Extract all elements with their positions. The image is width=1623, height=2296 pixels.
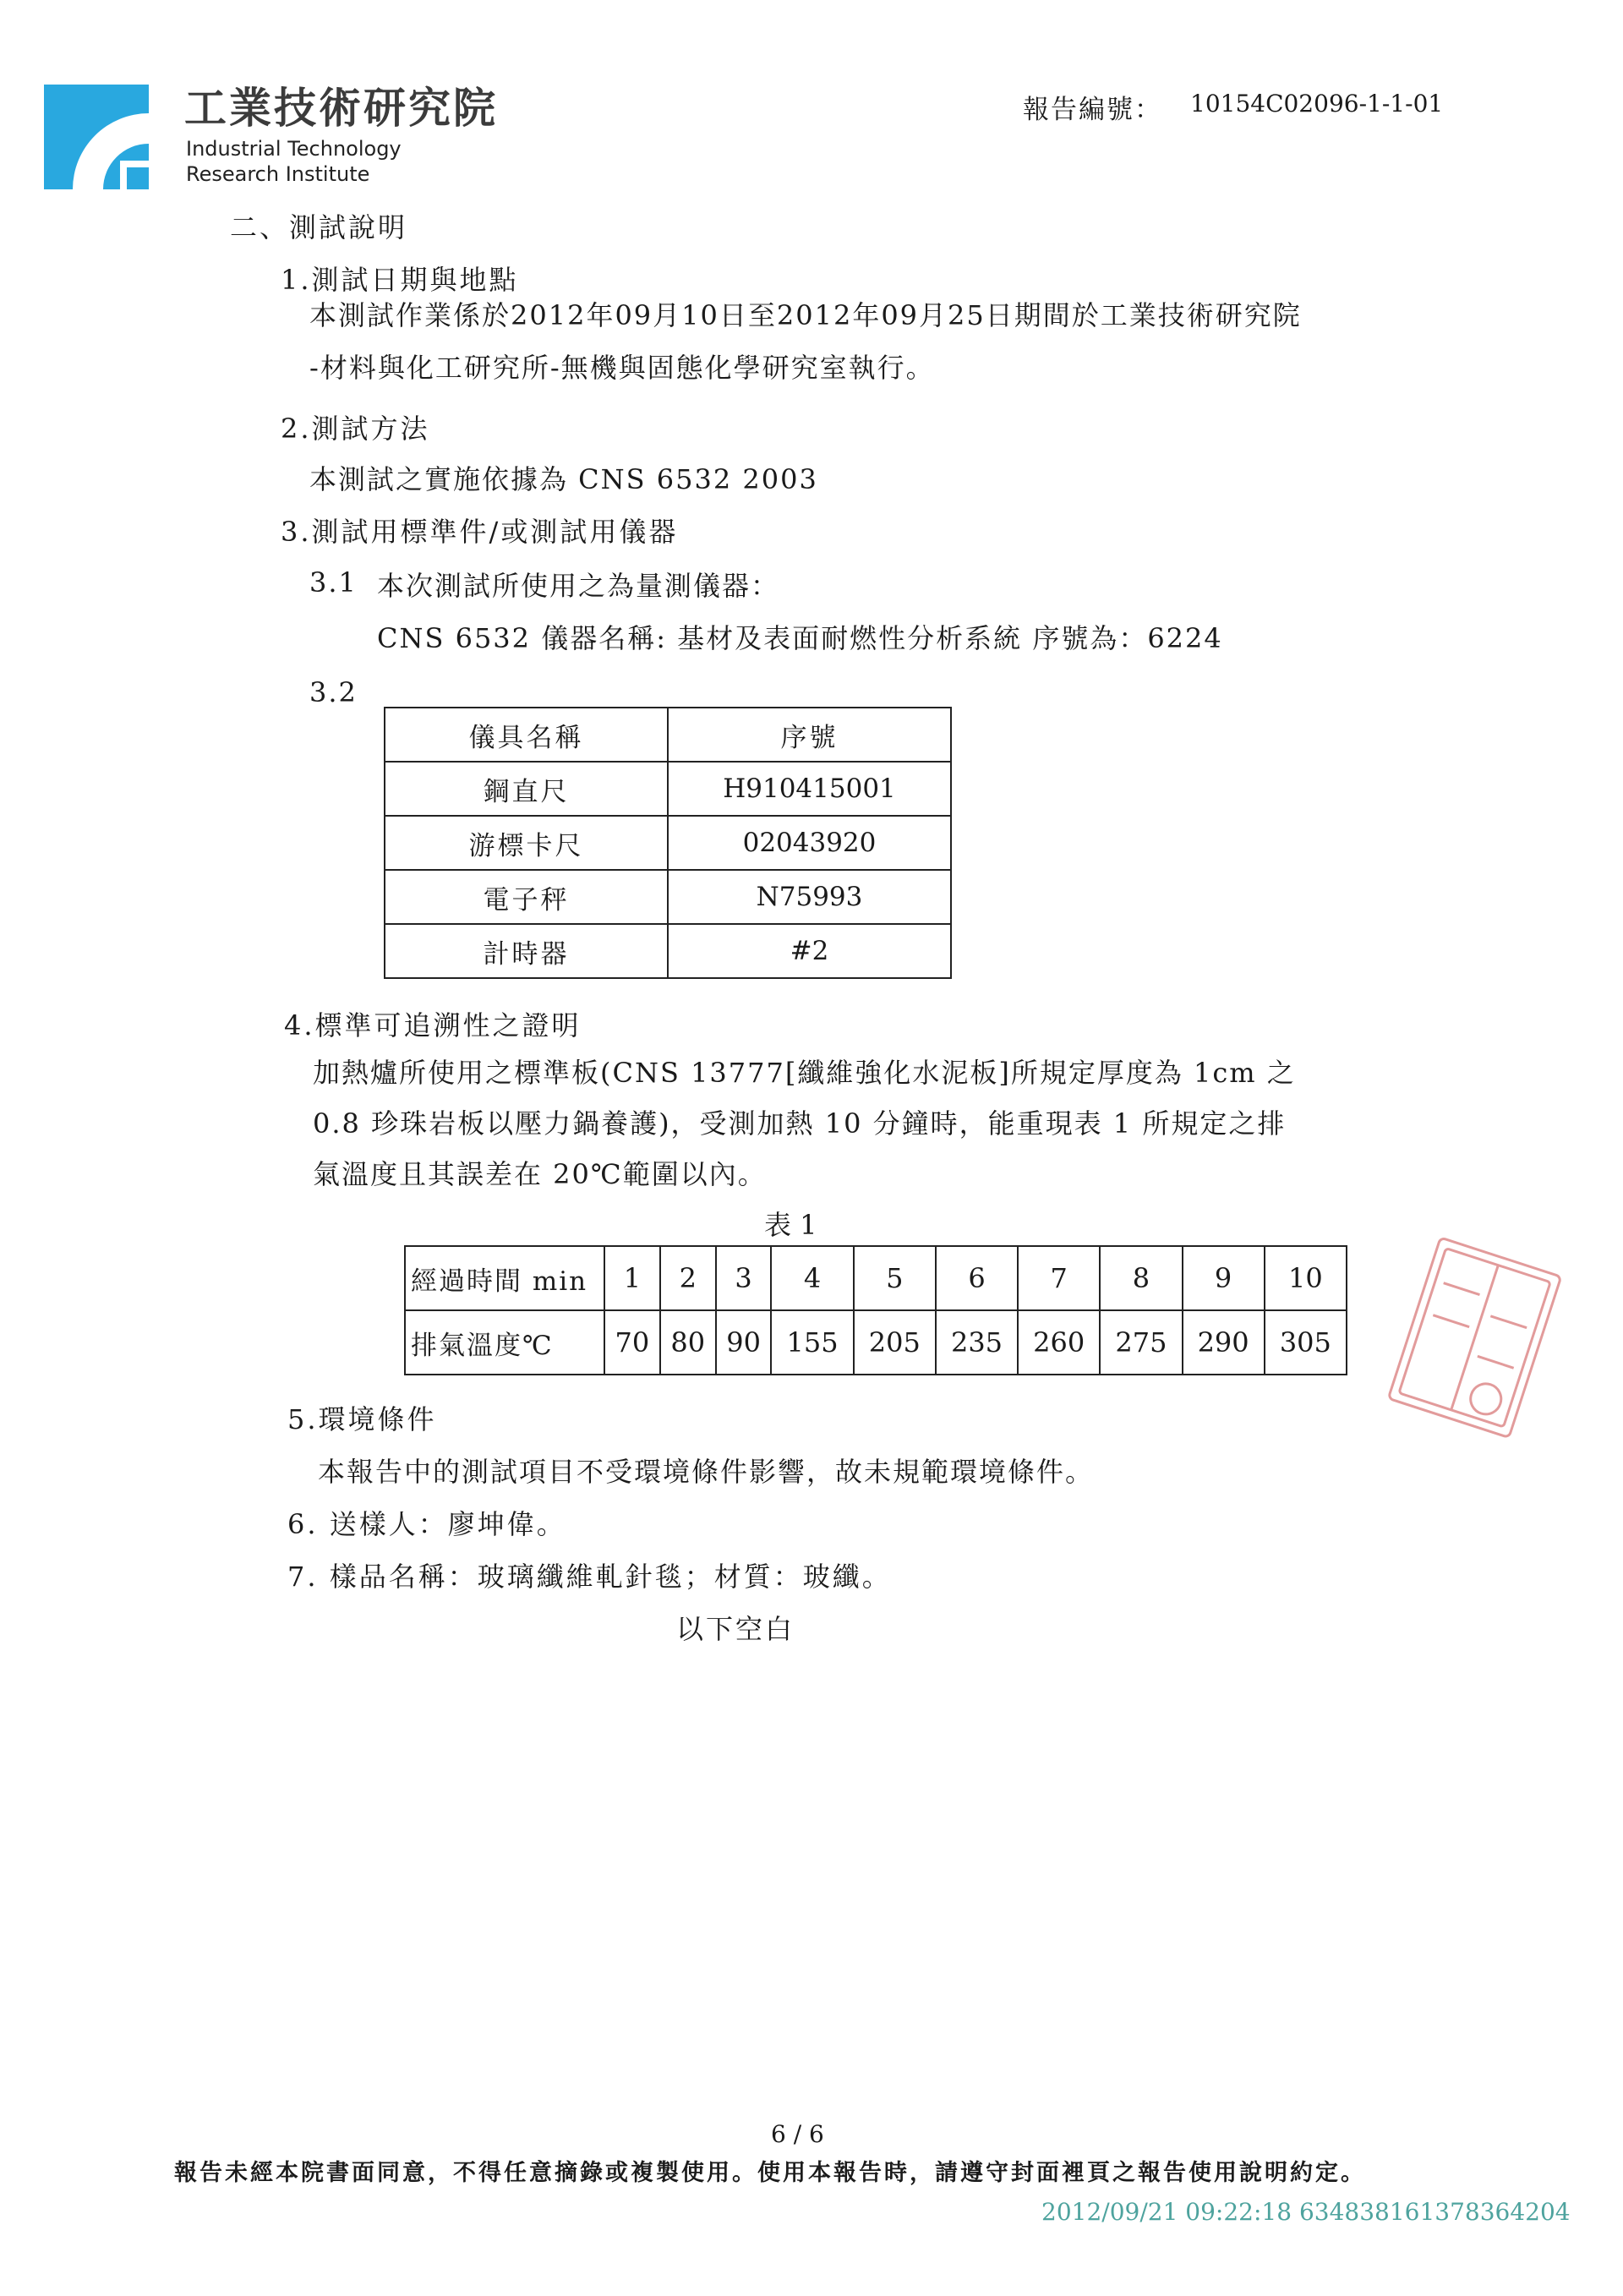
footer-disclaimer: 報告未經本院書面同意，不得任意摘錄或複製使用。使用本報告時，請遵守封面裡頁之報告使用說明約定。 [174, 2160, 1366, 2186]
table-row [385, 870, 951, 924]
table-header-serial: 序號 [668, 708, 951, 762]
instrument-serial: #2 [668, 924, 951, 978]
time-cell: 4 [771, 1246, 853, 1310]
elapsed-time-label: 經過時間 min [405, 1246, 604, 1310]
temp-cell: 80 [660, 1310, 716, 1375]
instrument-serial: H910415001 [668, 762, 951, 816]
exhaust-temp-row [405, 1310, 1347, 1375]
org-name-en-line1: Industrial Technology [186, 137, 402, 161]
temp-cell: 235 [936, 1310, 1018, 1375]
time-cell: 3 [716, 1246, 772, 1310]
org-name-zh: 工業技術研究院 [184, 84, 498, 133]
instrument-name: 計時器 [385, 924, 668, 978]
temp-cell: 260 [1018, 1310, 1100, 1375]
org-name-en-line2: Research Institute [186, 162, 370, 186]
item3-heading: 3.測試用標準件/或測試用儀器 [281, 516, 679, 548]
temp-cell: 275 [1100, 1310, 1182, 1375]
temp-cell: 70 [604, 1310, 660, 1375]
item1-line1: 本測試作業係於2012年09月10日至2012年09月25日期間於工業技術研究院 [309, 299, 1302, 331]
time-cell: 1 [604, 1246, 660, 1310]
item2-line1: 本測試之實施依據為 CNS 6532 2003 [309, 463, 818, 495]
item4-heading: 4.標準可追溯性之證明 [284, 1009, 582, 1041]
section-title: 二、測試說明 [230, 211, 408, 243]
instrument-serial: N75993 [668, 870, 951, 924]
item4-line2: 0.8 珍珠岩板以壓力鍋養護)，受測加熱 10 分鐘時，能重現表 1 所規定之排 [313, 1107, 1287, 1140]
temp-cell: 205 [854, 1310, 936, 1375]
item1-heading: 1.測試日期與地點 [281, 264, 519, 296]
item1-line2: -材料與化工研究所-無機與固態化學研究室執行。 [309, 352, 935, 384]
time-cell: 10 [1265, 1246, 1347, 1310]
item7-sample-name: 7. 樣品名稱：玻璃纖維軋針毯；材質：玻纖。 [287, 1561, 892, 1593]
instrument-name: 電子秤 [385, 870, 668, 924]
report-number-label: 報告編號： [1023, 95, 1162, 125]
instrument-name: 游標卡尺 [385, 816, 668, 870]
time-cell: 2 [660, 1246, 716, 1310]
table-row [385, 762, 951, 816]
item3-sub1-text: 本次測試所使用之為量測儀器： [377, 570, 780, 602]
time-cell: 5 [854, 1246, 936, 1310]
item4-line1: 加熱爐所使用之標準板(CNS 13777[纖維強化水泥板]所規定厚度為 1cm 之 [313, 1057, 1296, 1089]
end-note: 以下空白 [676, 1613, 795, 1645]
item5-heading: 5.環境條件 [287, 1403, 437, 1435]
exhaust-temp-label: 排氣溫度℃ [405, 1310, 604, 1375]
item6-sender: 6. 送樣人：廖坤偉。 [287, 1508, 566, 1540]
item5-line1: 本報告中的測試項目不受環境條件影響，故未規範環境條件。 [318, 1456, 1095, 1488]
item3-sub2-number: 3.2 [309, 676, 358, 708]
item3-sub1-number: 3.1 [309, 566, 358, 599]
elapsed-time-row [405, 1246, 1347, 1310]
table-caption: 表 1 [764, 1209, 817, 1241]
table-row [385, 816, 951, 870]
table-row [385, 924, 951, 978]
item3-sub1-detail: CNS 6532 儀器名稱: 基材及表面耐燃性分析系統 序號為：6224 [377, 622, 1223, 654]
instrument-name: 鋼直尺 [385, 762, 668, 816]
instrument-serial: 02043920 [668, 816, 951, 870]
report-number: 10154C02096-1-1-01 [1190, 90, 1444, 118]
item2-heading: 2.測試方法 [281, 413, 430, 445]
time-cell: 9 [1183, 1246, 1265, 1310]
temp-cell: 90 [716, 1310, 772, 1375]
temperature-table [404, 1245, 1347, 1375]
page-number: 6 / 6 [771, 2120, 824, 2148]
temp-cell: 305 [1265, 1310, 1347, 1375]
instrument-table [384, 707, 952, 979]
print-timestamp: 2012/09/21 09:22:18 634838161378364204 [1041, 2198, 1571, 2226]
time-cell: 6 [936, 1246, 1018, 1310]
item4-line3: 氣溫度且其誤差在 20℃範圍以內。 [313, 1158, 767, 1190]
time-cell: 7 [1018, 1246, 1100, 1310]
table-header-row [385, 708, 951, 762]
temp-cell: 290 [1183, 1310, 1265, 1375]
itri-logo-icon [44, 85, 149, 189]
seal-stamp-icon [1376, 1236, 1571, 1447]
table-header-instrument: 儀具名稱 [385, 708, 668, 762]
temp-cell: 155 [771, 1310, 853, 1375]
time-cell: 8 [1100, 1246, 1182, 1310]
